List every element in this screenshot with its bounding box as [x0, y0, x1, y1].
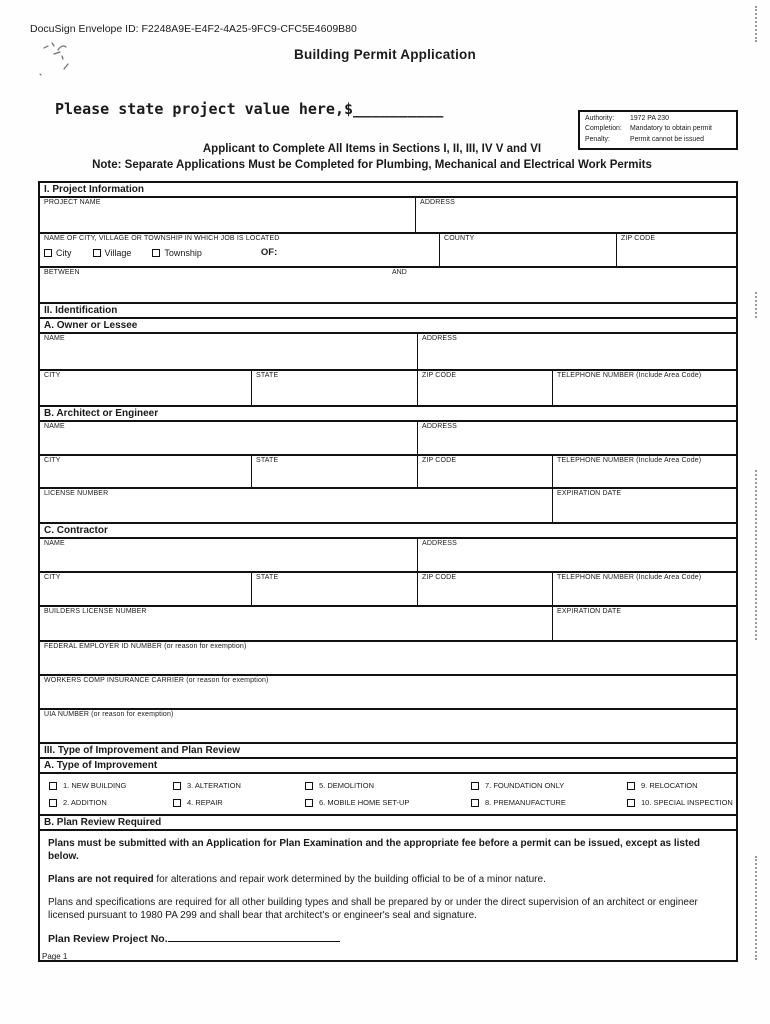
demolition-checkbox[interactable]	[305, 781, 471, 790]
relocation-label: 9. RELOCATION	[641, 781, 698, 790]
checkbox-icon	[305, 799, 313, 807]
contractor-telephone-label: TELEPHONE NUMBER (Include Area Code)	[557, 574, 702, 581]
plan-review-paragraph-3: Plans and specifications are required for all other building types and shall be prepared by or under the direct supervision of an architect or engineer licensed pursuant to 1980 PA 299 and shall bear that architect's or engineer's seal and signature.	[48, 897, 698, 921]
project-value-label: Please state project value here,$	[55, 100, 354, 118]
relocation-checkbox[interactable]	[627, 781, 733, 790]
plan-review-project-no-label: Plan Review Project No.	[48, 933, 168, 945]
mobile-home-setup-checkbox[interactable]	[305, 798, 471, 807]
completion-row	[585, 124, 733, 134]
document-title: Building Permit Application	[294, 47, 476, 62]
new-building-label: 1. NEW BUILDING	[63, 781, 127, 790]
owner-name-row	[40, 334, 736, 371]
special-inspection-checkbox[interactable]	[627, 798, 733, 807]
zip-code-field[interactable]	[617, 234, 736, 266]
county-field[interactable]	[440, 234, 617, 266]
between-field[interactable]	[40, 268, 736, 302]
plan-review-paragraph-2-rest: for alterations and repair work determined by the building official to be of a minor nature.	[153, 874, 546, 885]
contractor-city-label: CITY	[44, 574, 61, 581]
owner-state-label: STATE	[256, 372, 279, 379]
village-checkbox-label: Village	[104, 247, 132, 258]
demolition-label: 5. DEMOLITION	[319, 781, 375, 790]
architect-zip-field[interactable]	[418, 456, 553, 487]
authority-row	[585, 114, 733, 124]
workers-comp-field[interactable]	[40, 676, 736, 708]
owner-address-field[interactable]	[418, 334, 736, 369]
docusign-envelope-id: DocuSign Envelope ID: F2248A9E-E4F2-4A25-9FC9-CFC5E4609B80	[30, 23, 357, 35]
plan-review-section-header: B. Plan Review Required	[40, 816, 736, 831]
contractor-section-header: C. Contractor	[40, 524, 736, 539]
project-name-label: PROJECT NAME	[44, 199, 101, 206]
project-value-input[interactable]: __________	[353, 100, 444, 118]
owner-name-label: NAME	[44, 335, 65, 342]
architect-section-header: B. Architect or Engineer	[40, 407, 736, 422]
license-expiration-label: EXPIRATION DATE	[557, 490, 622, 497]
owner-zip-field[interactable]	[418, 371, 553, 405]
checkbox-icon	[627, 782, 635, 790]
contractor-telephone-field[interactable]	[553, 573, 736, 605]
federal-id-row[interactable]	[40, 642, 736, 676]
section-i-header: I. Project Information	[40, 183, 736, 198]
architect-name-row	[40, 422, 736, 456]
architect-city-row	[40, 456, 736, 489]
contractor-address-label: ADDRESS	[422, 540, 457, 547]
checkbox-icon	[471, 782, 479, 790]
builders-expiration-field[interactable]	[553, 607, 736, 640]
architect-city-label: CITY	[44, 457, 61, 464]
checkbox-icon	[44, 249, 52, 257]
scan-artifact	[755, 856, 757, 960]
scan-artifact	[755, 470, 757, 640]
architect-address-label: ADDRESS	[422, 423, 457, 430]
authority-label: Authority:	[585, 115, 615, 122]
owner-section-header: A. Owner or Lessee	[40, 319, 736, 334]
city-checkbox-label: City	[56, 247, 72, 258]
checkbox-icon	[173, 799, 181, 807]
completion-value: Mandatory to obtain permit	[630, 125, 712, 133]
plan-review-text-block	[40, 831, 736, 960]
owner-telephone-field[interactable]	[553, 371, 736, 405]
and-label: AND	[392, 269, 407, 276]
between-label: BETWEEN	[44, 269, 80, 276]
checkbox-icon	[305, 782, 313, 790]
jurisdiction-row	[40, 234, 736, 268]
scan-artifact	[755, 292, 757, 318]
license-number-field[interactable]	[40, 489, 553, 522]
completion-label: Completion:	[585, 125, 622, 133]
checkbox-icon	[152, 249, 160, 257]
license-number-label: LICENSE NUMBER	[44, 490, 109, 497]
scan-artifact	[755, 6, 757, 42]
uia-number-label: UIA NUMBER (or reason for exemption)	[44, 711, 174, 718]
repair-checkbox[interactable]	[173, 798, 305, 807]
owner-telephone-label: TELEPHONE NUMBER (Include Area Code)	[557, 372, 702, 379]
checkbox-icon	[93, 249, 101, 257]
architect-city-field[interactable]	[40, 456, 252, 487]
penalty-value: Permit cannot be issued	[630, 135, 704, 143]
contractor-name-row	[40, 539, 736, 573]
builders-license-field[interactable]	[40, 607, 553, 640]
alteration-checkbox[interactable]	[173, 781, 305, 790]
addition-checkbox[interactable]	[49, 798, 173, 807]
section-iii-header: III. Type of Improvement and Plan Review	[40, 744, 736, 759]
plan-review-paragraph-2	[48, 873, 728, 886]
contractor-city-row	[40, 573, 736, 607]
plan-review-paragraph-2-bold: Plans are not required	[48, 874, 154, 885]
architect-name-field[interactable]	[40, 422, 418, 454]
project-value-line	[55, 100, 443, 118]
contractor-name-label: NAME	[44, 540, 65, 547]
section-ii-header: II. Identification	[40, 304, 736, 319]
foundation-only-checkbox[interactable]	[471, 781, 627, 790]
license-row	[40, 489, 736, 524]
premanufacture-label: 8. PREMANUFACTURE	[485, 798, 566, 807]
project-name-row	[40, 198, 736, 234]
alteration-label: 3. ALTERATION	[187, 781, 241, 790]
city-checkbox[interactable]	[44, 248, 72, 258]
contractor-state-label: STATE	[256, 574, 279, 581]
license-expiration-field[interactable]	[553, 489, 736, 522]
checkbox-icon	[49, 799, 57, 807]
contractor-zip-label: ZIP CODE	[422, 574, 457, 581]
zip-code-label: ZIP CODE	[621, 235, 656, 242]
architect-telephone-label: TELEPHONE NUMBER (Include Area Code)	[557, 457, 702, 464]
premanufacture-checkbox[interactable]	[471, 798, 627, 807]
owner-zip-label: ZIP CODE	[422, 372, 457, 379]
checkbox-icon	[471, 799, 479, 807]
owner-city-field[interactable]	[40, 371, 252, 405]
improvement-options-grid	[40, 774, 736, 816]
plan-review-project-no-line	[48, 932, 728, 947]
architect-state-label: STATE	[256, 457, 279, 464]
jurisdiction-options	[44, 247, 435, 258]
township-checkbox-label: Township	[164, 247, 202, 258]
contractor-state-field[interactable]	[252, 573, 418, 605]
contractor-address-field[interactable]	[418, 539, 736, 571]
instruction-line-1: Applicant to Complete All Items in Sections I, II, III, IV V and VI	[202, 143, 542, 155]
authority-value: 1972 PA 230	[630, 115, 669, 122]
jurisdiction-field[interactable]	[40, 234, 440, 266]
workers-comp-label: WORKERS COMP INSURANCE CARRIER (or reason for exemption)	[44, 677, 269, 684]
owner-address-label: ADDRESS	[422, 335, 457, 342]
builders-license-label: BUILDERS LICENSE NUMBER	[44, 608, 147, 615]
architect-zip-label: ZIP CODE	[422, 457, 457, 464]
builders-license-row	[40, 607, 736, 642]
owner-city-row	[40, 371, 736, 407]
federal-id-field[interactable]	[40, 642, 736, 674]
architect-state-field[interactable]	[252, 456, 418, 487]
project-address-field[interactable]	[416, 198, 736, 232]
owner-state-field[interactable]	[252, 371, 418, 405]
permit-application-form	[38, 181, 738, 962]
contractor-name-field[interactable]	[40, 539, 418, 571]
special-inspection-label: 10. SPECIAL INSPECTION	[641, 798, 733, 807]
plan-review-paragraph-1: Plans must be submitted with an Application for Plan Examination and the appropriate fee before a permit can be issued, except as listed below.	[48, 838, 700, 862]
new-building-checkbox[interactable]	[49, 781, 173, 790]
builders-expiration-label: EXPIRATION DATE	[557, 608, 622, 615]
improvement-section-header: A. Type of Improvement	[40, 759, 736, 774]
of-label: OF:	[260, 247, 278, 258]
township-checkbox[interactable]	[152, 248, 202, 258]
page-number: Page 1	[42, 952, 68, 961]
village-checkbox[interactable]	[93, 248, 132, 258]
penalty-label: Penalty:	[585, 135, 610, 143]
uia-number-field[interactable]	[40, 710, 736, 742]
jurisdiction-label: NAME OF CITY, VILLAGE OR TOWNSHIP IN WHICH JOB IS LOCATED	[44, 235, 280, 242]
owner-city-label: CITY	[44, 372, 61, 379]
architect-address-field[interactable]	[418, 422, 736, 454]
architect-telephone-field[interactable]	[553, 456, 736, 487]
checkbox-icon	[49, 782, 57, 790]
repair-label: 4. REPAIR	[187, 798, 223, 807]
between-row[interactable]	[40, 268, 736, 304]
contractor-city-field[interactable]	[40, 573, 252, 605]
federal-id-label: FEDERAL EMPLOYER ID NUMBER (or reason for exemption)	[44, 643, 247, 650]
project-name-field[interactable]	[40, 198, 416, 232]
uia-number-row[interactable]	[40, 710, 736, 744]
mobile-home-setup-label: 6. MOBILE HOME SET-UP	[319, 798, 410, 807]
architect-name-label: NAME	[44, 423, 65, 430]
workers-comp-row[interactable]	[40, 676, 736, 710]
project-address-label: ADDRESS	[420, 199, 455, 206]
checkbox-icon	[173, 782, 181, 790]
county-label: COUNTY	[444, 235, 475, 242]
plan-review-project-no-input[interactable]	[168, 932, 340, 942]
owner-name-field[interactable]	[40, 334, 418, 369]
foundation-only-label: 7. FOUNDATION ONLY	[485, 781, 565, 790]
contractor-zip-field[interactable]	[418, 573, 553, 605]
addition-label: 2. ADDITION	[63, 798, 107, 807]
instruction-line-2: Note: Separate Applications Must be Completed for Plumbing, Mechanical and Electrical Work Permits	[92, 159, 652, 171]
checkbox-icon	[627, 799, 635, 807]
